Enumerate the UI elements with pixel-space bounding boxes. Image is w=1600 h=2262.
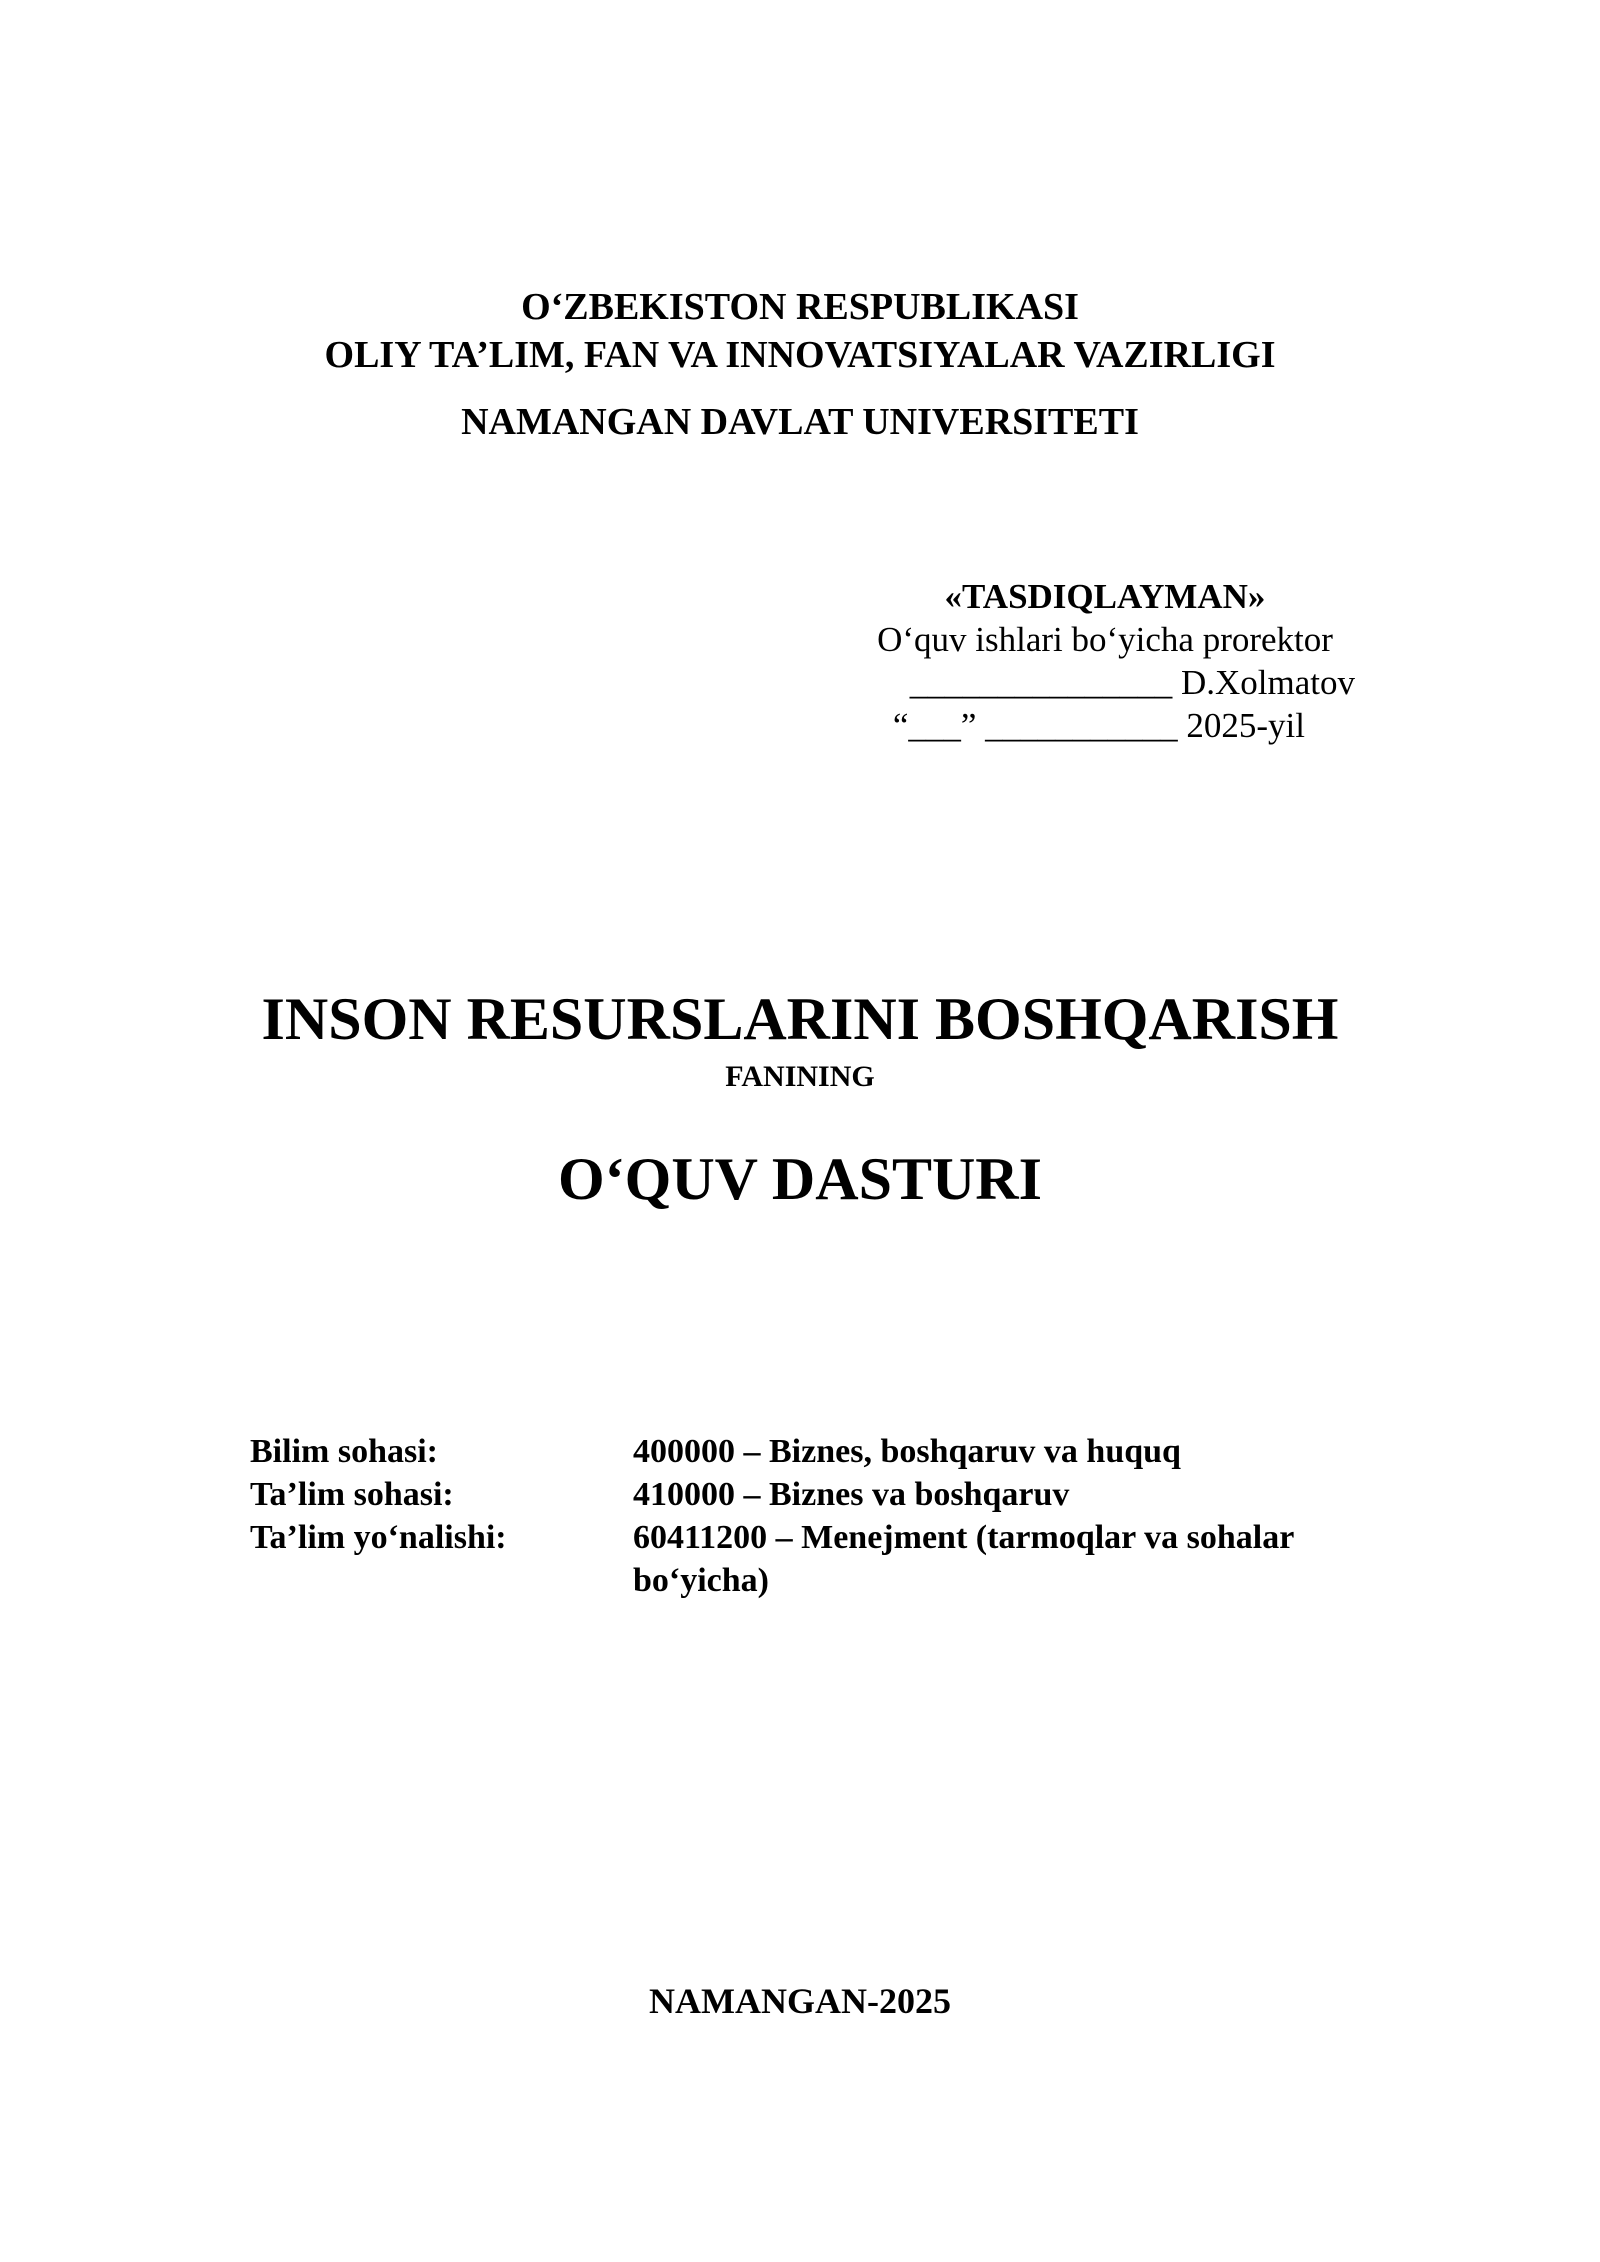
field-row [250,1473,1380,1516]
field-label: Ta’lim yo‘nalishi: [250,1519,507,1556]
program-title: O‘QUV DASTURI [558,1146,1042,1212]
approval-signature-line: _______________ D.Xolmatov [909,663,1355,702]
field-row [250,1430,1380,1473]
ministry-name: OLIY TA’LIM, FAN VA INNOVATSIYALAR VAZIRLIGI [324,334,1276,376]
city-year: NAMANGAN-2025 [649,1981,951,2021]
subject-title: INSON RESURSLARINI BOSHQARISH [261,986,1339,1052]
field-row [250,1516,1380,1602]
university-name: NAMANGAN DAVLAT UNIVERSITETI [461,401,1139,443]
approval-title: «TASDIQLAYMAN» [944,577,1266,616]
program-fields [250,1430,1380,1602]
field-value: 400000 – Biznes, boshqaruv va huquq [633,1433,1181,1470]
field-label: Ta’lim sohasi: [250,1476,454,1513]
field-value: 60411200 – Menejment (tarmoqlar va sohalar bo‘yicha) [633,1519,1294,1599]
country-name: O‘ZBEKISTON RESPUBLIKASI [521,286,1079,328]
approval-position: O‘quv ishlari bo‘yicha prorektor [877,620,1333,659]
field-value: 410000 – Biznes va boshqaruv [633,1476,1070,1513]
approval-block [840,575,1370,747]
field-label: Bilim sohasi: [250,1433,438,1470]
approval-date-line: “___” ___________ 2025-yil [892,706,1305,745]
subject-suffix: FANINING [725,1060,875,1093]
